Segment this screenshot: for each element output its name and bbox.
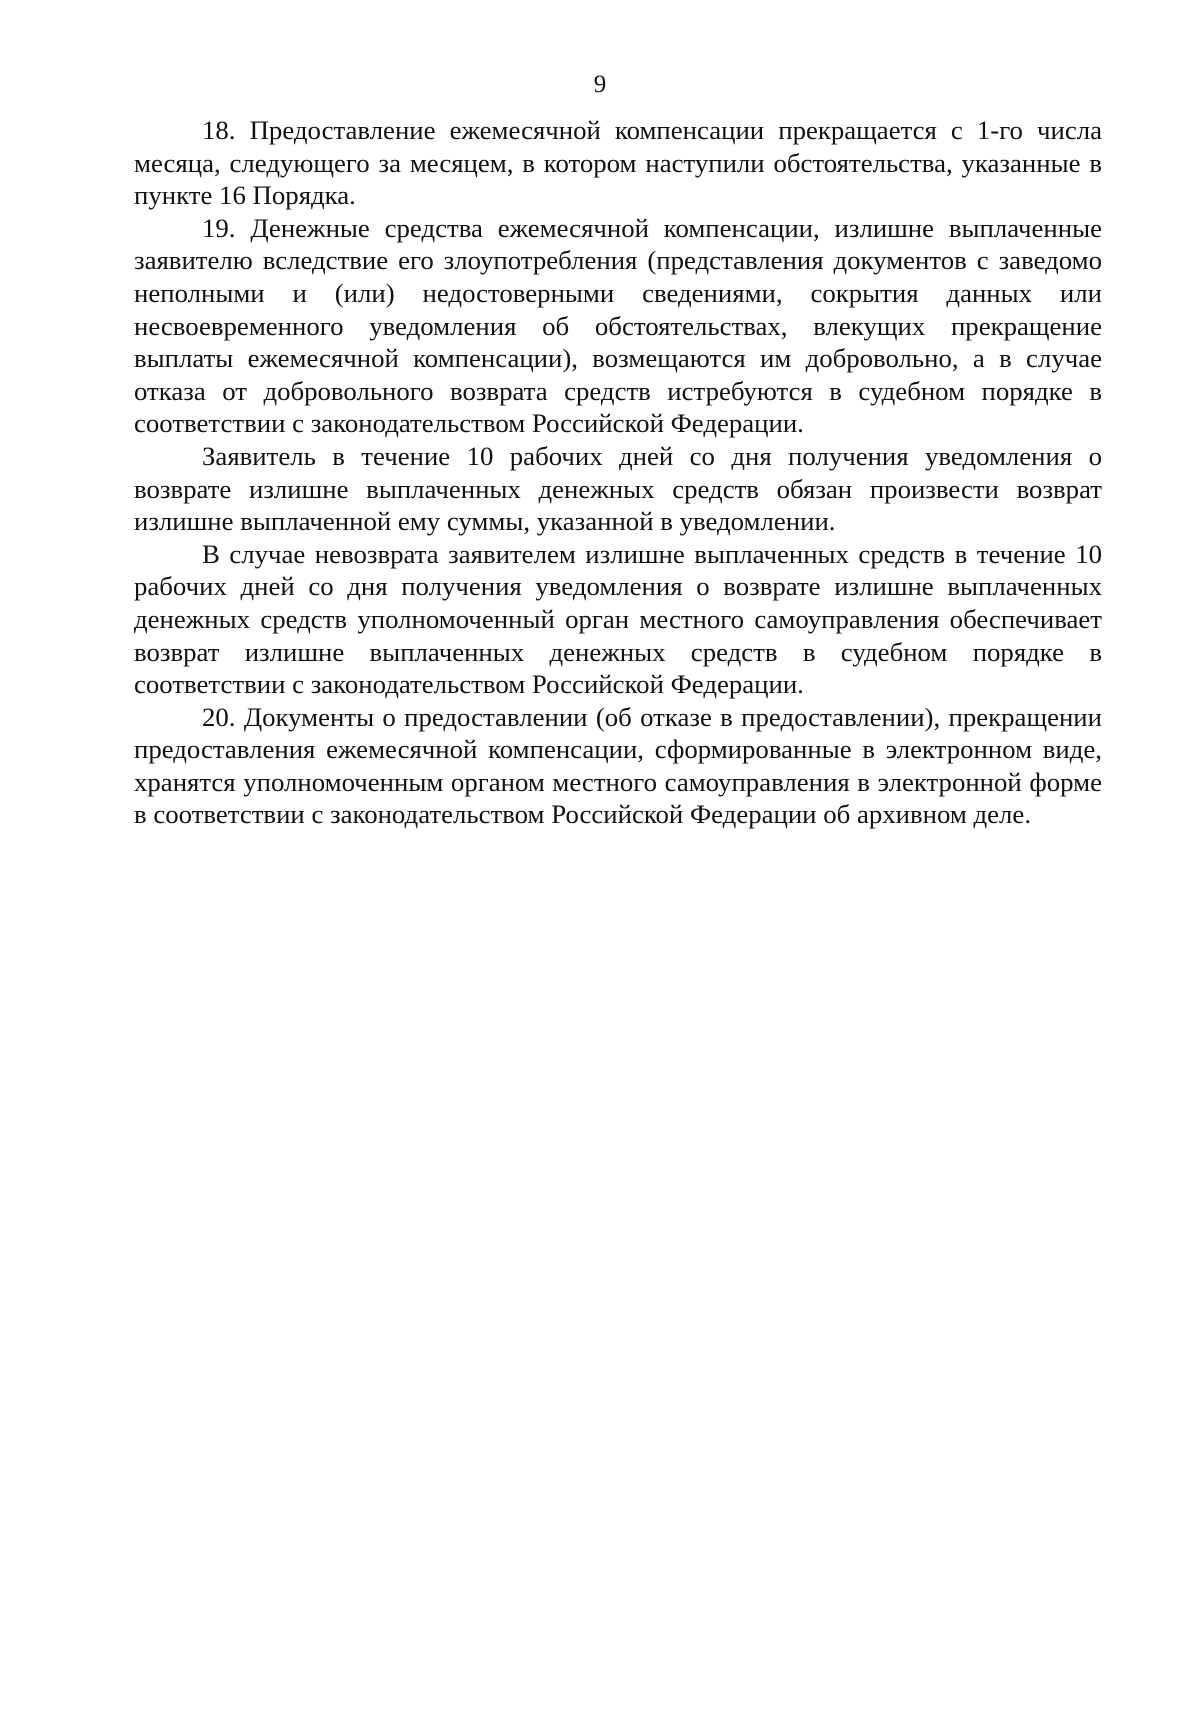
paragraph-19: 19. Денежные средства ежемесячной компенсации, излишне выплаченные заявителю вследствие его злоупотребления (представления документов с заведомо неполными и (или) недостоверными сведениями, сокрытия данных или несвоевременного уведомления об обстоятельствах, влекущих прекращение выплаты ежемесячной компенсации), возмещаются им добровольно, а в случае отказа от добровольного возврата средств истребуются в судебном порядке в соответствии с законодательством Российской Федерации.: [134, 212, 1102, 439]
document-body: [134, 114, 1102, 831]
paragraph-18: 18. Предоставление ежемесячной компенсации прекращается с 1-го числа месяца, следующего за месяцем, в котором наступили обстоятельства, указанные в пункте 16 Порядка.: [134, 115, 1102, 211]
paragraph-19-court-recovery: В случае невозврата заявителем излишне выплаченных средств в течение 10 рабочих дней со дня получения уведомления о возврате излишне выплаченных денежных средств уполномоченный орган местного самоуправления обеспечивает возврат излишне выплаченных денежных средств в судебном порядке в соответствии с законодательством Российской Федерации.: [134, 538, 1102, 700]
paragraph-19-refund-obligation: Заявитель в течение 10 рабочих дней со дня получения уведомления о возврате излишне выплаченных денежных средств обязан произвести возврат излишне выплаченной ему суммы, указанной в уведомлении.: [134, 440, 1102, 537]
page-number: 9: [593, 71, 607, 98]
paragraph-20: 20. Документы о предоставлении (об отказе в предоставлении), прекращении предоставления ежемесячной компенсации, сформированные в электронном виде, хранятся уполномоченным органом местного самоуправления в электронной форме в соответствии с законодательством Российской Федерации об архивном деле.: [134, 701, 1102, 830]
